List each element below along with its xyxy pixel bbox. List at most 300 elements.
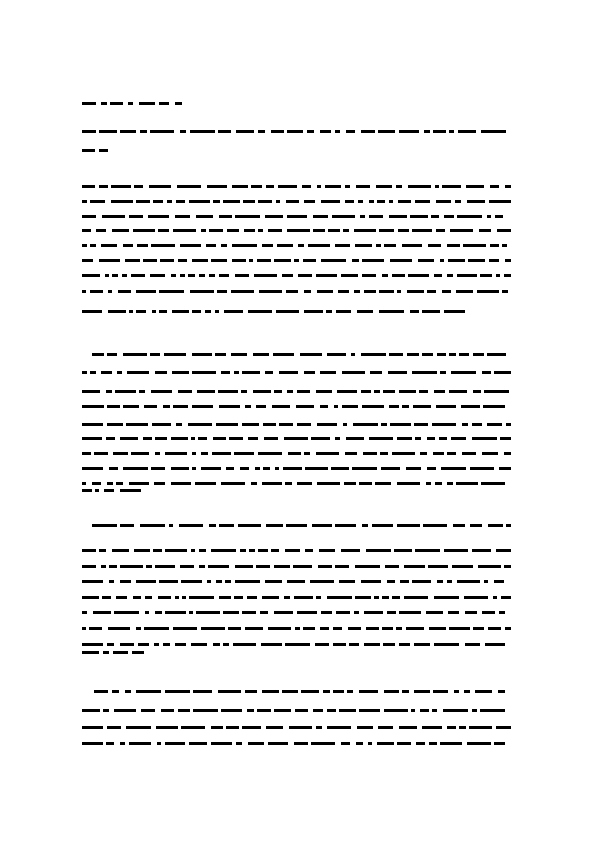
word-mark — [268, 627, 291, 630]
word-mark — [439, 437, 447, 440]
word-mark — [213, 200, 220, 203]
word-mark — [382, 596, 389, 599]
word-mark — [197, 390, 215, 393]
word-mark — [120, 742, 125, 745]
word-mark — [437, 580, 443, 583]
word-mark — [286, 200, 299, 203]
paragraph-2-line — [82, 467, 511, 470]
word-mark — [289, 726, 312, 729]
word-mark — [165, 611, 186, 614]
word-mark — [356, 742, 363, 745]
word-mark — [150, 130, 174, 133]
paragraph-1-line — [82, 290, 511, 293]
word-mark — [382, 627, 393, 630]
paragraph-2-line — [82, 405, 511, 408]
word-mark — [442, 185, 461, 188]
word-mark — [95, 489, 99, 492]
word-mark — [396, 185, 402, 188]
word-mark — [488, 627, 501, 630]
word-mark — [133, 229, 155, 232]
word-mark — [167, 200, 172, 203]
word-mark — [248, 437, 258, 440]
word-mark — [499, 611, 505, 614]
word-mark — [295, 627, 300, 630]
word-mark — [278, 185, 297, 188]
word-mark — [118, 290, 131, 293]
word-mark — [339, 580, 355, 583]
word-mark — [443, 709, 468, 712]
word-mark — [457, 274, 477, 277]
word-mark — [155, 437, 167, 440]
word-mark — [216, 580, 222, 583]
word-mark — [82, 259, 93, 262]
paragraph-2-line — [82, 371, 511, 374]
word-mark — [82, 102, 96, 105]
word-mark — [319, 549, 335, 552]
word-mark — [223, 611, 239, 614]
word-mark — [466, 185, 484, 188]
word-mark — [317, 290, 333, 293]
word-mark — [151, 244, 175, 247]
word-mark — [215, 353, 226, 356]
word-mark — [221, 371, 230, 374]
paragraph-1-line — [82, 259, 511, 262]
word-mark — [297, 390, 310, 393]
word-mark — [213, 437, 226, 440]
word-mark — [257, 259, 271, 262]
word-mark — [159, 102, 169, 105]
word-mark — [207, 580, 211, 583]
word-mark — [215, 310, 219, 313]
word-mark — [265, 580, 282, 583]
word-mark — [449, 627, 470, 630]
word-mark — [354, 229, 376, 232]
word-mark — [293, 565, 312, 568]
word-mark — [248, 310, 272, 313]
word-mark — [209, 229, 223, 232]
word-mark — [181, 580, 202, 583]
word-mark — [134, 185, 143, 188]
word-mark — [442, 290, 451, 293]
word-mark — [136, 310, 146, 313]
word-mark — [235, 565, 253, 568]
word-mark — [387, 611, 396, 614]
word-mark — [480, 274, 492, 277]
word-mark — [149, 185, 171, 188]
word-mark — [242, 423, 259, 426]
word-mark — [154, 482, 165, 485]
word-mark — [427, 437, 435, 440]
word-mark — [165, 452, 187, 455]
word-mark — [139, 102, 155, 105]
word-mark — [489, 259, 499, 262]
word-mark — [451, 371, 476, 374]
word-mark — [448, 611, 459, 614]
word-mark — [179, 524, 203, 527]
word-mark — [137, 244, 148, 247]
word-mark — [107, 482, 113, 485]
word-mark — [419, 390, 428, 393]
word-mark — [138, 643, 149, 646]
word-mark — [300, 353, 322, 356]
word-mark — [82, 215, 96, 218]
word-mark — [265, 215, 283, 218]
word-mark — [459, 353, 469, 356]
word-mark — [219, 274, 229, 277]
word-mark — [283, 467, 302, 470]
word-mark — [432, 709, 437, 712]
word-mark — [369, 215, 383, 218]
word-mark — [231, 353, 247, 356]
word-mark — [390, 259, 412, 262]
word-mark — [165, 742, 185, 745]
word-mark — [109, 565, 117, 568]
word-mark — [94, 452, 108, 455]
word-mark — [381, 467, 400, 470]
word-mark — [109, 580, 114, 583]
word-mark — [380, 452, 388, 455]
word-mark — [123, 405, 139, 408]
word-mark — [254, 274, 277, 277]
word-mark — [199, 565, 205, 568]
word-mark — [313, 215, 328, 218]
word-mark — [111, 200, 133, 203]
word-mark — [387, 580, 395, 583]
word-mark — [248, 742, 264, 745]
word-mark — [378, 726, 393, 729]
word-mark — [101, 565, 106, 568]
word-mark — [490, 185, 499, 188]
word-mark — [107, 643, 114, 646]
word-mark — [155, 565, 175, 568]
word-mark — [327, 596, 352, 599]
word-mark — [268, 229, 282, 232]
word-mark — [153, 200, 163, 203]
word-mark — [357, 310, 373, 313]
word-mark — [361, 390, 371, 393]
word-mark — [369, 200, 374, 203]
heading-line — [82, 102, 182, 105]
word-mark — [408, 185, 431, 188]
word-mark — [163, 405, 170, 408]
word-mark — [467, 742, 491, 745]
word-mark — [129, 482, 149, 485]
word-mark — [245, 405, 251, 408]
word-mark — [211, 726, 223, 729]
paragraph-2-line — [82, 437, 511, 440]
word-mark — [253, 353, 269, 356]
word-mark — [169, 524, 173, 527]
word-mark — [311, 437, 330, 440]
word-mark — [504, 452, 511, 455]
word-mark — [382, 274, 388, 277]
word-mark — [241, 390, 247, 393]
word-mark — [258, 130, 265, 133]
word-mark — [82, 709, 100, 712]
word-mark — [110, 102, 123, 105]
word-mark — [150, 353, 160, 356]
word-mark — [402, 405, 409, 408]
word-mark — [276, 310, 299, 313]
word-mark — [279, 371, 298, 374]
word-mark — [255, 467, 260, 470]
word-mark — [99, 130, 117, 133]
word-mark — [286, 524, 307, 527]
word-mark — [114, 709, 136, 712]
word-mark — [388, 371, 407, 374]
word-mark — [178, 709, 190, 712]
word-mark — [424, 130, 430, 133]
word-mark — [120, 437, 138, 440]
word-mark — [296, 405, 314, 408]
word-mark — [335, 244, 350, 247]
word-mark — [461, 405, 480, 408]
word-mark — [352, 467, 377, 470]
word-mark — [397, 524, 420, 527]
word-mark — [99, 149, 108, 152]
word-mark — [159, 580, 178, 583]
word-mark — [504, 565, 511, 568]
word-mark — [207, 185, 227, 188]
word-mark — [233, 643, 256, 646]
word-mark — [410, 215, 428, 218]
word-mark — [326, 310, 332, 313]
paragraph-4-line — [82, 709, 511, 712]
word-mark — [195, 482, 216, 485]
word-mark — [201, 627, 225, 630]
word-mark — [467, 200, 485, 203]
word-mark — [427, 467, 436, 470]
word-mark — [423, 524, 447, 527]
word-mark — [285, 482, 292, 485]
word-mark — [199, 549, 206, 552]
word-mark — [161, 709, 174, 712]
word-mark — [457, 215, 482, 218]
word-mark — [141, 709, 155, 712]
word-mark — [112, 274, 118, 277]
word-mark — [82, 565, 96, 568]
word-mark — [112, 549, 129, 552]
word-mark — [389, 215, 407, 218]
word-mark — [359, 690, 378, 693]
word-mark — [317, 423, 337, 426]
word-mark — [136, 290, 156, 293]
word-mark — [422, 353, 433, 356]
word-mark — [422, 726, 442, 729]
word-mark — [453, 524, 465, 527]
word-mark — [294, 742, 308, 745]
word-mark — [390, 423, 411, 426]
word-mark — [337, 390, 357, 393]
word-mark — [366, 627, 379, 630]
word-mark — [415, 200, 430, 203]
word-mark — [253, 390, 271, 393]
word-mark — [456, 290, 473, 293]
word-mark — [323, 690, 330, 693]
word-mark — [312, 524, 332, 527]
word-mark — [82, 290, 86, 293]
word-mark — [458, 130, 476, 133]
word-mark — [321, 611, 332, 614]
word-mark — [136, 200, 150, 203]
word-mark — [279, 423, 293, 426]
word-mark — [154, 643, 159, 646]
word-mark — [351, 353, 355, 356]
word-mark — [343, 423, 347, 426]
word-mark — [234, 596, 243, 599]
word-mark — [101, 371, 112, 374]
word-mark — [262, 482, 282, 485]
word-mark — [180, 565, 194, 568]
paragraph-2-line — [82, 390, 511, 393]
word-mark — [129, 215, 143, 218]
word-mark — [216, 423, 238, 426]
word-mark — [357, 726, 373, 729]
word-mark — [96, 229, 106, 232]
word-mark — [172, 371, 189, 374]
word-mark — [247, 596, 257, 599]
word-mark — [480, 709, 505, 712]
word-mark — [352, 259, 359, 262]
word-mark — [435, 185, 439, 188]
word-mark — [402, 690, 409, 693]
word-mark — [320, 371, 336, 374]
word-mark — [400, 580, 409, 583]
word-mark — [494, 580, 504, 583]
word-mark — [120, 524, 134, 527]
word-mark — [374, 596, 379, 599]
word-mark — [440, 259, 444, 262]
word-mark — [251, 482, 257, 485]
word-mark — [364, 611, 383, 614]
word-mark — [485, 643, 505, 646]
word-mark — [473, 627, 484, 630]
word-mark — [262, 244, 273, 247]
word-mark — [332, 215, 355, 218]
word-mark — [304, 371, 315, 374]
word-mark — [436, 200, 451, 203]
word-mark — [348, 627, 361, 630]
word-mark — [211, 549, 236, 552]
word-mark — [92, 482, 101, 485]
word-mark — [236, 742, 242, 745]
word-mark — [125, 259, 140, 262]
word-mark — [420, 709, 429, 712]
paragraph-2-line — [82, 452, 511, 455]
word-mark — [152, 423, 171, 426]
word-mark — [180, 130, 186, 133]
word-mark — [426, 482, 431, 485]
word-mark — [158, 229, 169, 232]
word-mark — [150, 274, 165, 277]
word-mark — [136, 580, 156, 583]
word-mark — [496, 549, 511, 552]
word-mark — [345, 200, 354, 203]
word-mark — [328, 229, 340, 232]
word-mark — [92, 524, 117, 527]
word-mark — [407, 290, 424, 293]
word-mark — [213, 643, 220, 646]
word-mark — [465, 611, 477, 614]
word-mark — [428, 244, 441, 247]
word-mark — [431, 215, 439, 218]
paragraph-3-line — [82, 549, 511, 552]
word-mark — [317, 482, 340, 485]
word-mark — [384, 709, 408, 712]
word-mark — [129, 742, 151, 745]
word-mark — [266, 185, 274, 188]
word-mark — [375, 482, 391, 485]
word-mark — [243, 200, 255, 203]
word-mark — [224, 310, 243, 313]
word-mark — [316, 390, 332, 393]
word-mark — [341, 274, 358, 277]
word-mark — [259, 290, 282, 293]
word-mark — [325, 185, 341, 188]
word-mark — [452, 565, 473, 568]
word-mark — [433, 452, 444, 455]
word-mark — [82, 596, 99, 599]
word-mark — [399, 643, 410, 646]
word-mark — [363, 452, 377, 455]
word-mark — [316, 726, 322, 729]
word-mark — [108, 310, 126, 313]
word-mark — [451, 437, 466, 440]
word-mark — [165, 549, 187, 552]
word-mark — [151, 390, 172, 393]
word-mark — [376, 185, 392, 188]
word-mark — [244, 229, 255, 232]
word-mark — [256, 565, 270, 568]
word-mark — [263, 467, 270, 470]
paragraph-3-line — [82, 627, 511, 630]
word-mark — [190, 130, 215, 133]
paragraph-1-line — [82, 274, 511, 277]
paragraph-3-line — [82, 565, 511, 568]
word-mark — [211, 259, 227, 262]
word-mark — [126, 423, 148, 426]
word-mark — [245, 690, 257, 693]
word-mark — [484, 390, 509, 393]
word-mark — [354, 611, 359, 614]
word-mark — [494, 742, 505, 745]
word-mark — [447, 580, 452, 583]
word-mark — [223, 200, 240, 203]
word-mark — [470, 524, 482, 527]
word-mark — [333, 627, 342, 630]
word-mark — [456, 482, 478, 485]
word-mark — [175, 643, 186, 646]
word-mark — [384, 690, 399, 693]
word-mark — [249, 259, 253, 262]
word-mark — [115, 390, 136, 393]
word-mark — [165, 690, 190, 693]
word-mark — [346, 130, 355, 133]
word-mark — [304, 200, 315, 203]
paragraph-2-line — [82, 489, 147, 492]
word-mark — [82, 371, 87, 374]
paragraph-3-line — [82, 524, 511, 527]
paragraph-2-line — [82, 353, 511, 356]
word-mark — [377, 742, 394, 745]
word-mark — [123, 353, 147, 356]
paragraph-3-line — [82, 643, 511, 646]
word-mark — [123, 467, 148, 470]
word-mark — [107, 353, 117, 356]
paragraph-1-line — [82, 215, 511, 218]
word-mark — [201, 229, 206, 232]
word-mark — [376, 244, 381, 247]
